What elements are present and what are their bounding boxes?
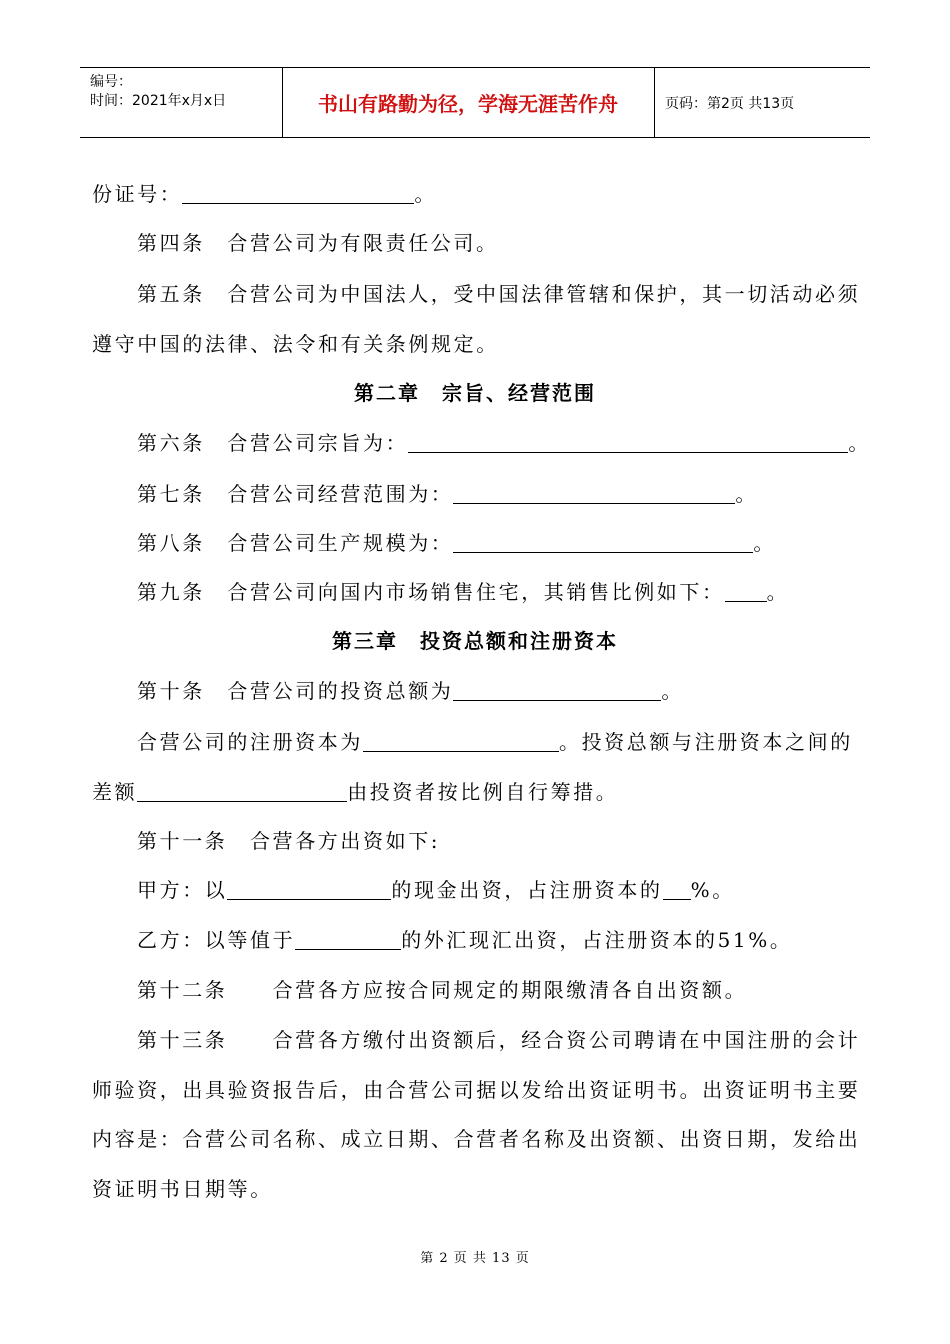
text: 第八条 合营公司生产规模为： bbox=[137, 531, 454, 555]
article-5-line-2: 遵守中国的法律、法令和有关条例规定。 bbox=[92, 332, 499, 356]
article-5-line-1: 第五条 合营公司为中国法人，受中国法律管辖和保护，其一切活动必须 bbox=[137, 282, 861, 306]
article-13-line-2: 师验资，出具验资报告后，由合营公司据以发给出资证明书。出资证明书主要 bbox=[92, 1078, 861, 1102]
header-meta bbox=[80, 68, 283, 137]
article-10 bbox=[137, 678, 684, 704]
text: 。 bbox=[661, 679, 685, 703]
party-a-line bbox=[137, 877, 735, 903]
text: 乙方：以等值于 bbox=[137, 928, 296, 952]
time-label: 时间：2021年x月x日 bbox=[90, 93, 227, 109]
page-header bbox=[80, 67, 870, 138]
text: 。 bbox=[753, 531, 777, 555]
article-4: 第四条 合营公司为有限责任公司。 bbox=[137, 231, 499, 255]
text: 差额 bbox=[92, 780, 138, 804]
article-7 bbox=[137, 481, 758, 507]
blank-field bbox=[408, 432, 848, 453]
blank-field bbox=[363, 731, 559, 752]
blank-field bbox=[453, 532, 753, 553]
blank-field bbox=[725, 581, 767, 602]
blank-field bbox=[295, 929, 401, 950]
text: 合营公司的注册资本为 bbox=[137, 730, 363, 754]
text: 甲方：以 bbox=[137, 878, 228, 902]
text: 。 bbox=[848, 431, 871, 455]
article-9 bbox=[137, 579, 789, 605]
registered-capital-line bbox=[137, 729, 853, 755]
blank-field bbox=[663, 879, 691, 900]
article-8 bbox=[137, 530, 776, 556]
page-footer: 第 2 页 共 13 页 bbox=[420, 1251, 530, 1266]
blank-field bbox=[453, 483, 735, 504]
article-13-line-4: 资证明书日期等。 bbox=[92, 1177, 273, 1201]
text: 第七条 合营公司经营范围为： bbox=[137, 482, 454, 506]
serial-label: 编号： bbox=[90, 74, 132, 90]
article-11: 第十一条 合营各方出资如下: bbox=[137, 829, 441, 853]
text: %。 bbox=[690, 878, 735, 902]
chapter-2-heading: 第二章 宗旨、经营范围 bbox=[354, 381, 596, 405]
article-13-line-1: 第十三条 合营各方缴付出资额后，经合资公司聘请在中国注册的会计 bbox=[137, 1028, 861, 1052]
text: 第六条 合营公司宗旨为： bbox=[137, 431, 409, 455]
difference-line bbox=[92, 779, 618, 805]
chapter-3-heading: 第三章 投资总额和注册资本 bbox=[332, 629, 618, 653]
blank-field bbox=[227, 879, 391, 900]
text: 。 bbox=[414, 182, 438, 206]
text: 份证号： bbox=[92, 182, 183, 206]
text: 第十条 合营公司的投资总额为 bbox=[137, 679, 454, 703]
article-6 bbox=[137, 430, 871, 456]
blank-field bbox=[453, 680, 661, 701]
text: 的外汇现汇出资，占注册资本的51%。 bbox=[401, 928, 793, 952]
id-number-line bbox=[92, 181, 437, 207]
blank-field bbox=[137, 781, 347, 802]
text: 。 bbox=[735, 482, 759, 506]
article-13-line-3: 内容是：合营公司名称、成立日期、合营者名称及出资额、出资日期，发给出 bbox=[92, 1127, 861, 1151]
article-12: 第十二条 合营各方应按合同规定的期限缴清各自出资额。 bbox=[137, 978, 748, 1002]
party-b-line bbox=[137, 927, 792, 953]
text: 的现金出资，占注册资本的 bbox=[391, 878, 663, 902]
text: 。投资总额与注册资本之间的 bbox=[559, 730, 853, 754]
header-page-info: 页码：第2页 共13页 bbox=[665, 95, 795, 112]
text: 由投资者按比例自行筹措。 bbox=[347, 780, 619, 804]
blank-field bbox=[182, 183, 414, 204]
header-motto: 书山有路勤为径，学海无涯苦作舟 bbox=[282, 68, 655, 137]
text: 。 bbox=[766, 580, 790, 604]
text: 第九条 合营公司向国内市场销售住宅，其销售比例如下： bbox=[137, 580, 725, 604]
